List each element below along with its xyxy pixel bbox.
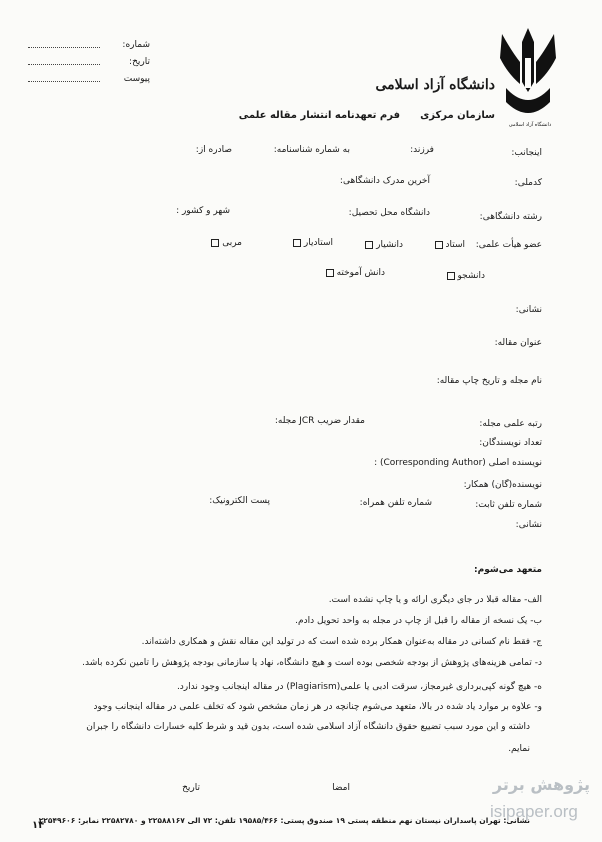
co-authors-label: نویسنده(گان) همکار:	[463, 480, 542, 490]
watermark-name: پژوهش برتر	[492, 775, 590, 794]
corresponding-author-label: نویسنده اصلی (Corresponding Author) :	[374, 458, 542, 468]
city-country-label: شهر و کشور :	[176, 206, 230, 216]
commitment-item: ب- یک نسخه از مقاله را قبل از چاپ در مجله به واحد تحویل دادم.	[295, 616, 542, 626]
student-label: دانشجو	[457, 271, 485, 281]
graduate-option[interactable]	[305, 268, 385, 278]
professor-label: استاد	[445, 240, 465, 250]
student-option[interactable]	[425, 271, 485, 281]
instructor-label: مربی	[222, 238, 242, 248]
date-label: تاریخ:	[129, 57, 150, 67]
assistant-checkbox[interactable]	[293, 239, 301, 247]
page-number: ۱۴	[32, 820, 45, 831]
university-emblem-icon	[498, 22, 558, 134]
landline-label: شماره تلفن ثابت:	[475, 500, 542, 510]
logo-caption: دانشگاه آزاد اسلامی	[508, 122, 552, 128]
attachment-line	[28, 81, 100, 82]
university-logo	[498, 22, 558, 134]
commitment-item: د- تمامی هزینه‌های پژوهش از بودجه شخصی بوده است و هیچ دانشگاه، نهاد یا سازمانی بودجه پژوهش را تامین نکرده باشد.	[82, 658, 542, 668]
mobile-label: شماره تلفن همراه:	[359, 498, 432, 508]
assistant-label: استادیار	[303, 238, 333, 248]
issued-from-label: صادره از:	[195, 145, 232, 155]
number-line	[28, 47, 100, 48]
national-code-label: کدملی:	[514, 178, 542, 188]
university-name: دانشگاه آزاد اسلامی	[375, 77, 495, 93]
watermark-url: isipaper.org	[490, 802, 578, 821]
journal-name-label: نام مجله و تاریخ چاپ مقاله:	[436, 376, 542, 386]
jcr-factor-label: مقدار ضریب JCR مجله:	[274, 416, 365, 426]
commitment-item: ج- فقط نام کسانی در مقاله به‌عنوان همکار برده شده است که در تولید این مقاله نقش و همکاری داشته‌اند.	[141, 637, 542, 647]
university-place-label: دانشگاه محل تحصیل:	[348, 208, 430, 218]
field-of-study-label: رشته دانشگاهی:	[479, 212, 542, 222]
footer-address: نشانی: تهران پاسداران نیستان نهم منطقه پستی ۱۹ صندوق پستی: ۱۹۵۸۵/۴۶۶ تلفن: ۷۲ الی ۲۲۵۸۸۱۶۷ و ۲۲۵۸۲۷۸۰ نمابر: ۲۲۵۴۹۶۰۶	[38, 816, 530, 825]
me-label: اینجانب:	[511, 148, 542, 158]
attachment-label: پیوست	[123, 74, 150, 84]
child-of-label: فرزند:	[410, 145, 434, 155]
commitment-item: و- علاوه بر موارد یاد شده در بالا، متعهد می‌شوم چنانچه در هر زمان مشخص شود که تخلف علمی در مقاله اینجانب وجود	[93, 702, 542, 712]
address-label: نشانی:	[515, 305, 542, 315]
last-degree-label: آخرین مدرک دانشگاهی:	[339, 176, 430, 186]
graduate-label: دانش آموخته	[336, 268, 385, 278]
professor-option[interactable]	[425, 240, 465, 250]
authors-count-label: تعداد نویسندگان:	[479, 438, 542, 448]
student-checkbox[interactable]	[447, 272, 455, 280]
professor-checkbox[interactable]	[435, 241, 443, 249]
commitment-item: الف- مقاله قبلا در جای دیگری ارائه و یا چاپ نشده است.	[328, 595, 542, 605]
commitment-item: داشته و این مورد سبب تضییع حقوق دانشگاه آزاد اسلامی شده است، بدون قید و شرط کلیه خسارات دانشگاه را جبران	[86, 722, 530, 732]
instructor-checkbox[interactable]	[211, 239, 219, 247]
graduate-checkbox[interactable]	[326, 269, 334, 277]
id-number-label: به شماره شناسنامه:	[273, 145, 350, 155]
signature-label: امضا	[332, 783, 350, 793]
journal-rank-label: رتبه علمی مجله:	[479, 419, 542, 429]
commitment-item: ه- هیچ گونه کپی‌برداری غیرمجاز، سرقت ادبی یا علمی(Plagiarism) در مقاله اینجانب وجود ندارد.	[176, 682, 542, 692]
commitment-item: نمایم.	[508, 744, 530, 754]
commitments-heading: متعهد می‌شوم:	[474, 565, 542, 575]
address2-label: نشانی:	[515, 520, 542, 530]
faculty-member-label: عضو هیأت علمی:	[475, 240, 542, 250]
associate-checkbox[interactable]	[365, 241, 373, 249]
associate-label: دانشیار	[376, 240, 403, 250]
date-line	[28, 64, 100, 65]
associate-option[interactable]	[343, 240, 403, 250]
assistant-option[interactable]	[265, 238, 333, 248]
article-title-label: عنوان مقاله:	[494, 338, 542, 348]
number-label: شماره:	[122, 40, 150, 50]
form-title: فرم تعهدنامه انتشار مقاله علمی	[238, 110, 400, 121]
signature-date-label: تاریخ	[182, 783, 200, 793]
instructor-option[interactable]	[190, 238, 242, 248]
email-label: پست الکترونیک:	[209, 496, 270, 506]
org-name: سازمان مرکزی	[420, 110, 495, 121]
